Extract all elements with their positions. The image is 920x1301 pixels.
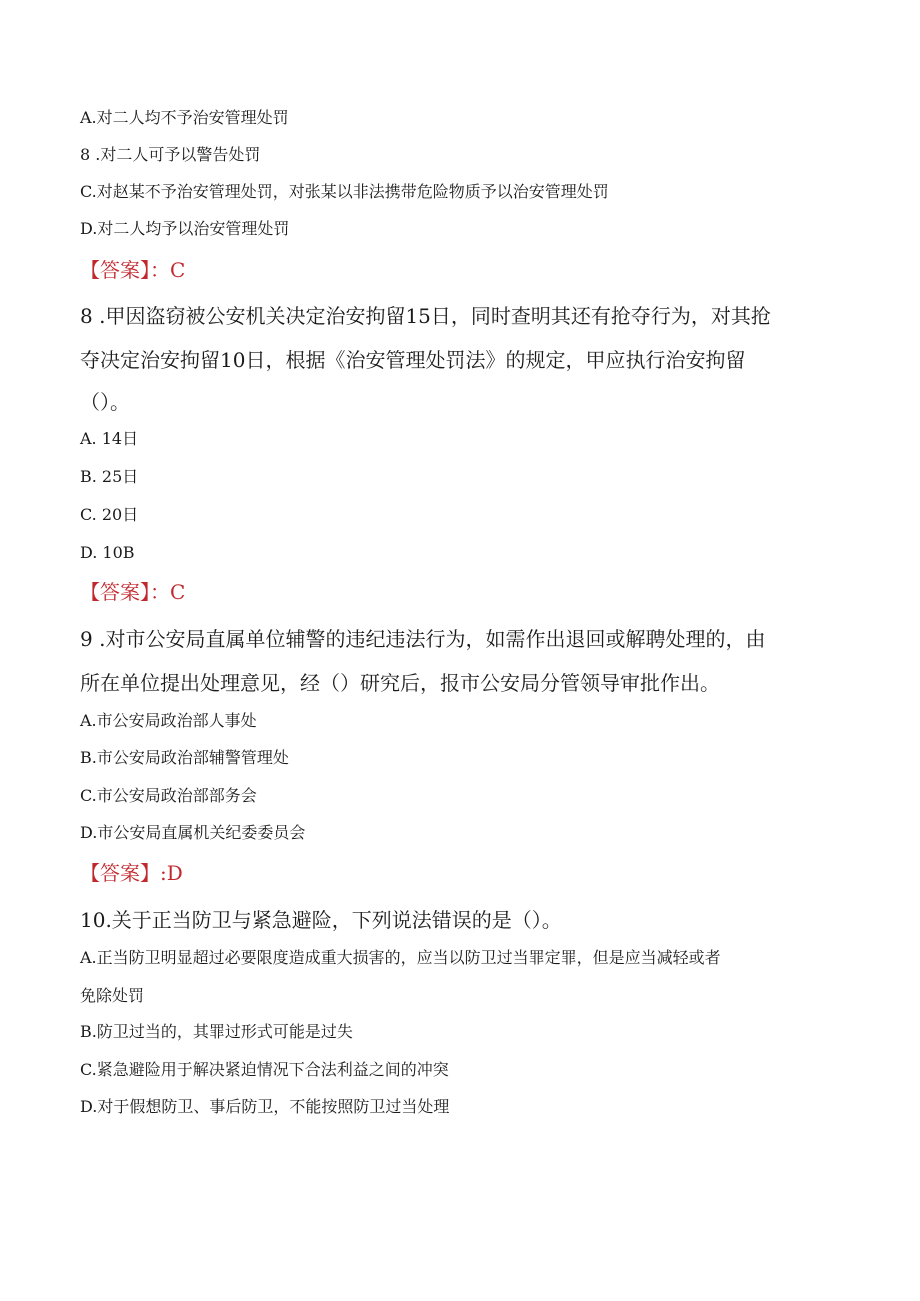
q8-question-line-1: 8 .甲因盗窃被公安机关决定治安拘留15日，同时查明其还有抢夺行为，对其抢 (80, 304, 771, 328)
q10-option-a-line-2: 免除处罚 (80, 986, 145, 1005)
q10-option-a-line-1: A.正当防卫明显超过必要限度造成重大损害的，应当以防卫过当罪定罪，但是应当减轻或者 (80, 948, 721, 967)
q9-question-line-2: 所在单位提出处理意见，经（）研究后，报市公安局分管领导审批作出。 (80, 671, 720, 695)
q9-option-d: D.市公安局直属机关纪委委员会 (80, 823, 306, 842)
q8-option-d: D. 10B (80, 543, 135, 562)
q8-option-b: B. 25日 (80, 467, 139, 486)
q8-question-line-3: （）。 (80, 390, 130, 414)
q10-option-d: D.对于假想防卫、事后防卫，不能按照防卫过当处理 (80, 1097, 450, 1116)
q8-answer: 【答案】：C (80, 580, 186, 604)
q7-answer: 【答案】：C (80, 258, 186, 282)
q10-option-c: C.紧急避险用于解决紧迫情况下合法利益之间的冲突 (80, 1060, 449, 1079)
q7-option-a: A.对二人均不予治安管理处罚 (80, 108, 289, 127)
q7-option-b: 8 .对二人可予以警告处罚 (80, 145, 261, 164)
q9-option-c: C.市公安局政治部部务会 (80, 786, 257, 805)
q9-option-b: B.市公安局政治部辅警管理处 (80, 748, 289, 767)
q8-question-line-2: 夺决定治安拘留10日，根据《治安管理处罚法》的规定，甲应执行治安拘留 (80, 348, 746, 372)
q8-option-a: A. 14日 (80, 429, 139, 448)
q9-option-a: A.市公安局政治部人事处 (80, 711, 257, 730)
q7-option-c: C.对赵某不予治安管理处罚，对张某以非法携带危险物质予以治安管理处罚 (80, 182, 609, 201)
q9-question-line-1: 9 .对市公安局直属单位辅警的违纪违法行为，如需作出退回或解聘处理的，由 (80, 627, 766, 651)
q10-question-line-1: 10.关于正当防卫与紧急避险，下列说法错误的是（）。 (80, 908, 562, 932)
q10-option-b: B.防卫过当的，其罪过形式可能是过失 (80, 1022, 353, 1041)
q9-answer: 【答案】:D (80, 861, 183, 885)
q8-option-c: C. 20日 (80, 505, 139, 524)
q7-option-d: D.对二人均予以治安管理处罚 (80, 219, 290, 238)
